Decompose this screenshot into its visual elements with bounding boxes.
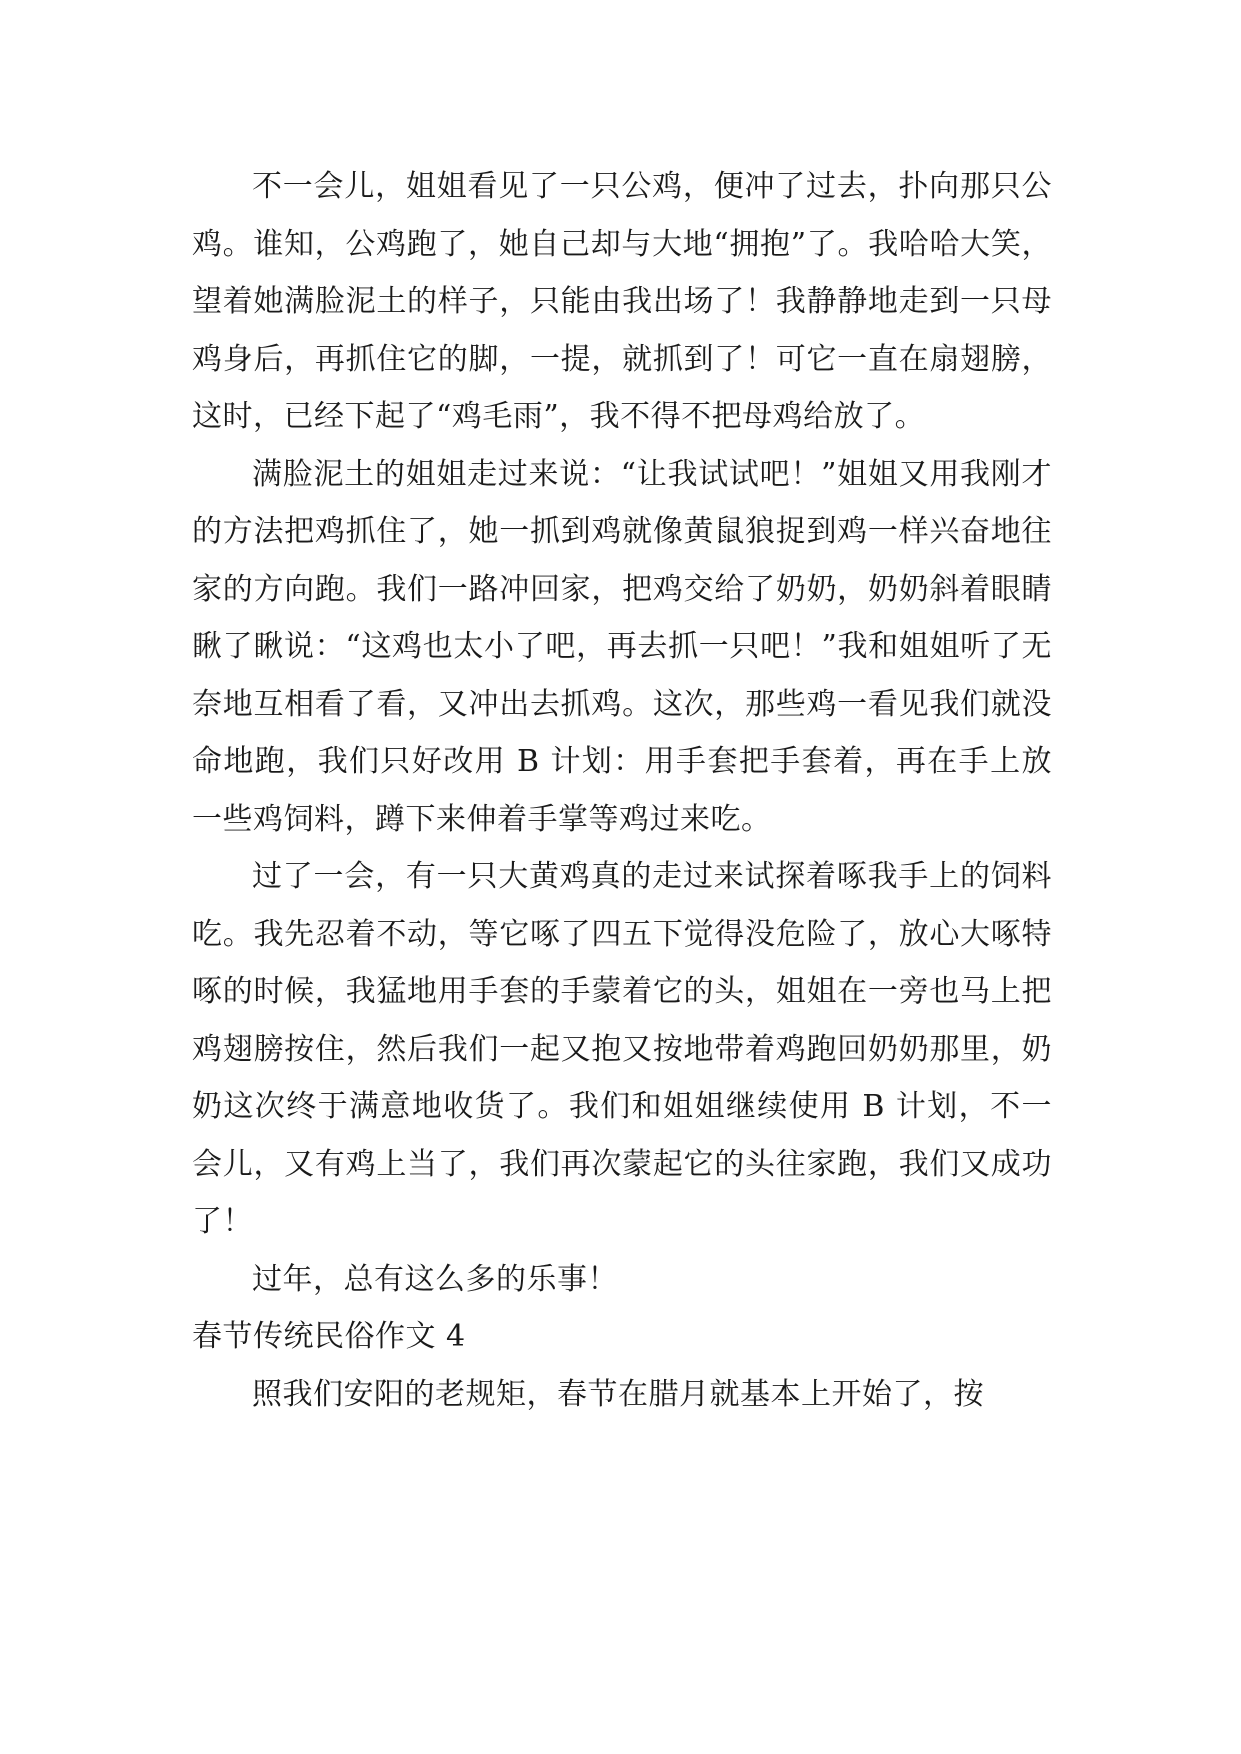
section-heading: 春节传统民俗作文 4 — [192, 1319, 466, 1354]
document-body — [192, 158, 1052, 1423]
paragraph-plan-b: 过了一会，有一只大黄鸡真的走过来试探着啄我手上的饲料吃。我先忍着不动，等它啄了四五下觉得没危险了，放心大啄特啄的时候，我猛地用手套的手蒙着它的头，姐姐在一旁也马上把鸡翅膀按住，然后我们一起又抱又按地带着鸡跑回奶奶那里，奶奶这次终于满意地收货了。我们和姐姐继续使用 B 计划，不一会儿，又有鸡上当了，我们再次蒙起它的头往家跑，我们又成功了！ — [192, 859, 1052, 1239]
paragraph-catching-rooster: 不一会儿，姐姐看见了一只公鸡，便冲了过去，扑向那只公鸡。谁知，公鸡跑了，她自己却与大地“拥抱”了。我哈哈大笑，望着她满脸泥土的样子，只能由我出场了！我静静地走到一只母鸡身后，再抓住它的脚，一提，就抓到了！可它一直在扇翅膀，这时，已经下起了“鸡毛雨”，我不得不把母鸡给放了。 — [192, 169, 1052, 434]
paragraph-anyang-customs: 照我们安阳的老规矩，春节在腊月就基本上开始了，按 — [252, 1376, 984, 1412]
paragraph-new-year-joy: 过年，总有这么多的乐事！ — [252, 1261, 618, 1297]
paragraph-sister-catches-chicken: 满脸泥土的姐姐走过来说：“让我试试吧！”姐姐又用我刚才的方法把鸡抓住了，她一抓到鸡就像黄鼠狼捉到鸡一样兴奋地往家的方向跑。我们一路冲回家，把鸡交给了奶奶，奶奶斜着眼睛瞅了瞅说：“这鸡也太小了吧，再去抓一只吧！”我和姐姐听了无奈地互相看了看，又冲出去抓鸡。这次，那些鸡一看见我们就没命地跑，我们只好改用 B 计划：用手套把手套着，再在手上放一些鸡饲料，蹲下来伸着手掌等鸡过来吃。 — [192, 456, 1052, 837]
